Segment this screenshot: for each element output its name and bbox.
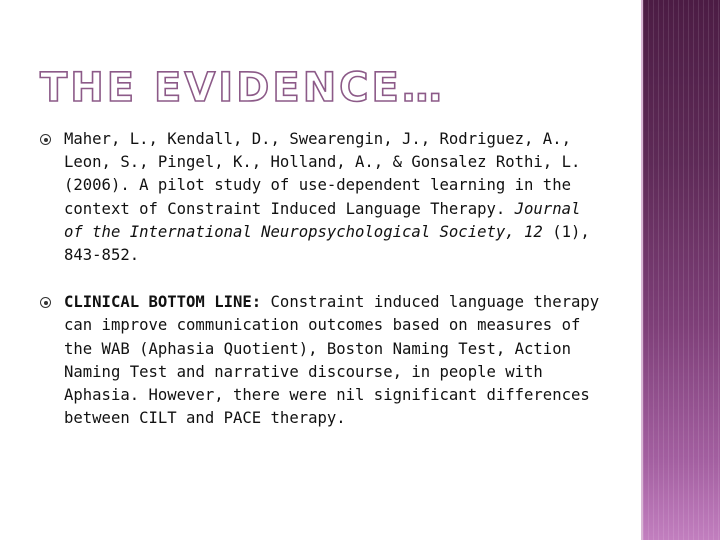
bottom-line-label: CLINICAL BOTTOM LINE: [64, 293, 262, 312]
bottom-line-text: Constraint induced language therapy can improve communication outcomes based on measures of the WAB (Aphasia Quotient), Boston Naming Test, Action Naming Test and narrative discourse, in people with Aphasia. However, there were nil significant differences between CILT and PACE therapy. [64, 293, 600, 428]
citation-journal: Journal of the International Neuropsychological Society, 12 [64, 199, 581, 241]
bullet-citation [40, 128, 600, 267]
decorative-side-band [643, 0, 720, 540]
citation-issue-pages: (1), 843-852. [64, 222, 590, 265]
slide-title: THE EVIDENCE… [40, 65, 445, 111]
citation-authors: Maher, L., Kendall, D., Swearengin, J., Rodriguez, A., Leon, S., Pingel, K., Holland, A., & Gonsalez Rothi, L. (2006). A pilot study of use-dependent learning in the context of Constraint Induced Language Therapy. [64, 130, 581, 218]
circled-dot-icon [40, 134, 51, 145]
side-band-texture [643, 0, 720, 540]
circled-dot-icon [40, 297, 51, 308]
bullet-bottom-line [40, 291, 600, 430]
bullet-list [40, 128, 600, 430]
